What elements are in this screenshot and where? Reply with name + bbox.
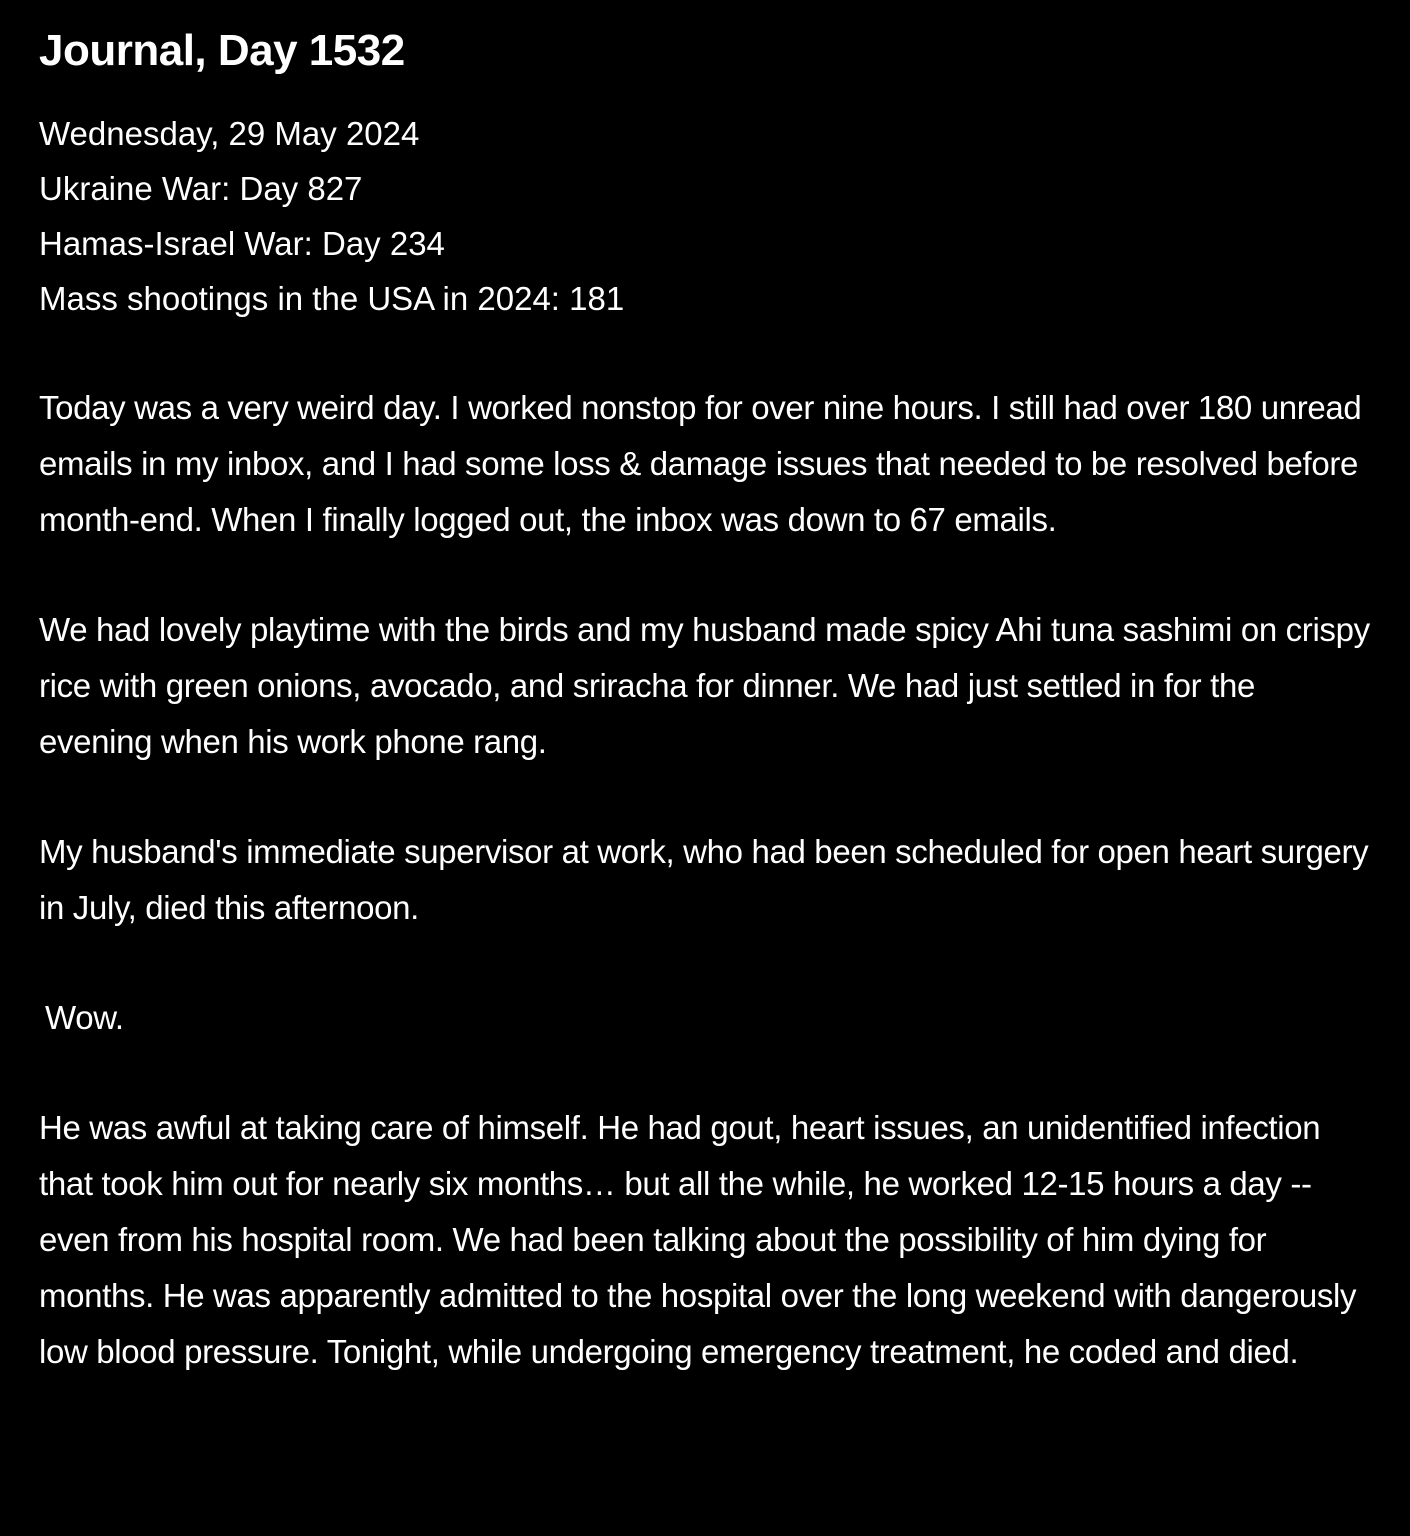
- paragraph-workday: Today was a very weird day. I worked nonstop for over nine hours. I still had over 180 unread emails in my inbox, and I had some loss & damage issues that needed to be resolved before month-end. When I finally logged out, the inbox was down to 67 emails.: [39, 389, 1362, 538]
- date-line: Wednesday, 29 May 2024: [39, 115, 420, 152]
- paragraph-wow: Wow.: [45, 999, 124, 1036]
- journal-title: Journal, Day 1532: [39, 26, 405, 75]
- mass-shootings-line: Mass shootings in the USA in 2024: 181: [39, 280, 625, 317]
- paragraph-news: My husband's immediate supervisor at work, who had been scheduled for open heart surgery in July, died this afternoon.: [39, 833, 1369, 926]
- journal-meta: [39, 106, 1370, 326]
- hamas-israel-war-line: Hamas-Israel War: Day 234: [39, 225, 445, 262]
- paragraph-reflection: He was awful at taking care of himself. He had gout, heart issues, an unidentified infection that took him out for nearly six months… but all the while, he worked 12-15 hours a day -- even from his hospital room. We had been talking about the possibility of him dying for months. He was apparently admitted to the hospital over the long weekend with dangerously low blood pressure. Tonight, while undergoing emergency treatment, he coded and died.: [39, 1109, 1357, 1370]
- paragraph-evening: We had lovely playtime with the birds and my husband made spicy Ahi tuna sashimi on crispy rice with green onions, avocado, and sriracha for dinner. We had just settled in for the evening when his work phone rang.: [39, 611, 1370, 760]
- ukraine-war-line: Ukraine War: Day 827: [39, 170, 363, 207]
